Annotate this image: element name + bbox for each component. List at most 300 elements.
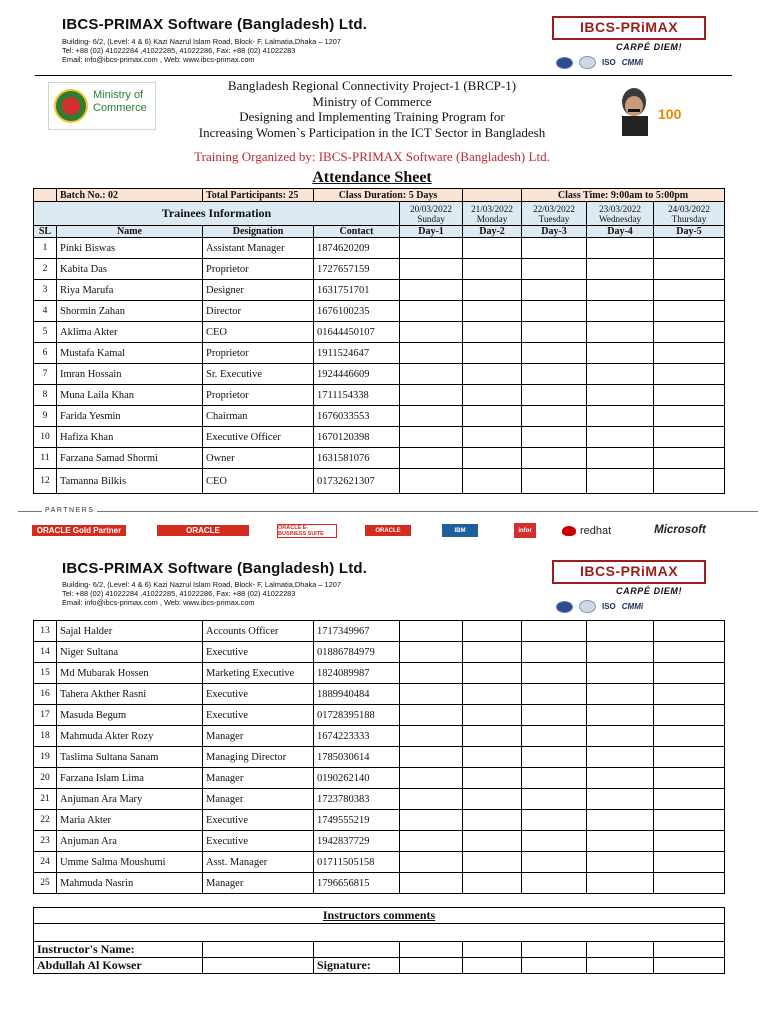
name-header: Name bbox=[57, 226, 203, 238]
attendance-day-4-cell[interactable] bbox=[587, 663, 654, 684]
contact-cell: 1796656815 bbox=[314, 873, 400, 894]
attendance-day-5-cell[interactable] bbox=[654, 831, 725, 852]
contact-cell: 1785030614 bbox=[314, 747, 400, 768]
attendance-day-5-cell[interactable] bbox=[654, 448, 725, 469]
attendance-day-5-cell[interactable] bbox=[654, 469, 725, 494]
attendance-day-1-cell[interactable] bbox=[400, 831, 463, 852]
designation-cell: Director bbox=[203, 301, 314, 322]
attendance-day-1-cell[interactable] bbox=[400, 705, 463, 726]
attendance-day-1-cell[interactable] bbox=[400, 259, 463, 280]
table-row bbox=[34, 259, 725, 280]
attendance-day-2-cell[interactable] bbox=[463, 448, 522, 469]
program-title-1: Designing and Implementing Training Program for bbox=[239, 109, 505, 124]
sl-cell: 21 bbox=[34, 789, 57, 810]
attendance-day-5-cell[interactable] bbox=[654, 747, 725, 768]
attendance-day-5-cell[interactable] bbox=[654, 343, 725, 364]
contact-cell: 01728395188 bbox=[314, 705, 400, 726]
attendance-day-5-cell[interactable] bbox=[654, 705, 725, 726]
day-2-date: 21/03/2022 Monday bbox=[463, 202, 522, 226]
table-row bbox=[34, 469, 725, 494]
attendance-day-3-cell[interactable] bbox=[522, 280, 587, 301]
attendance-day-4-cell[interactable] bbox=[587, 301, 654, 322]
certification-logos bbox=[556, 56, 643, 69]
iso-logo: ISO bbox=[602, 58, 616, 67]
table-row bbox=[34, 642, 725, 663]
table-row bbox=[34, 238, 725, 259]
table-row bbox=[34, 873, 725, 894]
ministry-logo bbox=[48, 82, 156, 130]
brand-logo: IBCS-PRiMAX bbox=[552, 16, 706, 40]
attendance-day-5-cell[interactable] bbox=[654, 810, 725, 831]
designation-cell: Executive bbox=[203, 705, 314, 726]
attendance-day-4-cell[interactable] bbox=[587, 642, 654, 663]
attendance-table-page2 bbox=[33, 620, 725, 894]
sl-cell: 13 bbox=[34, 621, 57, 642]
attendance-day-3-cell[interactable] bbox=[522, 301, 587, 322]
day-3-date: 22/03/2022 Tuesday bbox=[522, 202, 587, 226]
sl-cell: 3 bbox=[34, 280, 57, 301]
attendance-day-4-cell[interactable] bbox=[587, 427, 654, 448]
attendance-day-2-cell[interactable] bbox=[463, 301, 522, 322]
attendance-day-5-cell[interactable] bbox=[654, 280, 725, 301]
attendance-day-1-cell[interactable] bbox=[400, 726, 463, 747]
attendance-day-3-cell[interactable] bbox=[522, 747, 587, 768]
sl-cell: 15 bbox=[34, 663, 57, 684]
attendance-day-5-cell[interactable] bbox=[654, 406, 725, 427]
attendance-day-4-cell[interactable] bbox=[587, 322, 654, 343]
attendance-day-5-cell[interactable] bbox=[654, 621, 725, 642]
contact-cell: 1631751701 bbox=[314, 280, 400, 301]
sl-cell: 18 bbox=[34, 726, 57, 747]
attendance-day-2-cell[interactable] bbox=[463, 831, 522, 852]
designation-cell: Manager bbox=[203, 789, 314, 810]
contact-cell: 0190262140 bbox=[314, 768, 400, 789]
table-row bbox=[34, 322, 725, 343]
designation-cell: Executive bbox=[203, 831, 314, 852]
attendance-day-4-cell[interactable] bbox=[587, 705, 654, 726]
cert-seal-icon bbox=[579, 600, 596, 613]
name-cell: Anjuman Ara Mary bbox=[57, 789, 203, 810]
company-name: IBCS-PRIMAX Software (Bangladesh) Ltd. bbox=[62, 16, 368, 33]
table-row bbox=[34, 789, 725, 810]
total-participants: Total Participants: 25 bbox=[203, 189, 314, 202]
attendance-day-1-cell[interactable] bbox=[400, 427, 463, 448]
attendance-day-1-cell[interactable] bbox=[400, 322, 463, 343]
contact-cell: 1676100235 bbox=[314, 301, 400, 322]
attendance-day-1-cell[interactable] bbox=[400, 873, 463, 894]
table-row bbox=[34, 747, 725, 768]
day-4-date: 23/03/2022 Wednesday bbox=[587, 202, 654, 226]
designation-cell: Asst. Manager bbox=[203, 852, 314, 873]
contact-cell: 1749555219 bbox=[314, 810, 400, 831]
attendance-day-5-cell[interactable] bbox=[654, 726, 725, 747]
contact-cell: 1889940484 bbox=[314, 684, 400, 705]
name-cell: Maria Akter bbox=[57, 810, 203, 831]
contact-cell: 1723780383 bbox=[314, 789, 400, 810]
ministry-logo-line2: Commerce bbox=[93, 102, 147, 114]
attendance-day-4-cell[interactable] bbox=[587, 831, 654, 852]
name-cell: Mahmuda Nasrin bbox=[57, 873, 203, 894]
name-cell: Sajal Halder bbox=[57, 621, 203, 642]
name-cell: Muna Laila Khan bbox=[57, 385, 203, 406]
certification-logos-2 bbox=[556, 600, 643, 613]
attendance-day-3-cell[interactable] bbox=[522, 322, 587, 343]
address-line-3: Email: info@ibcs-primax.com , Web: www.ibcs-primax.com bbox=[62, 598, 255, 607]
name-cell: Md Mubarak Hossen bbox=[57, 663, 203, 684]
contact-cell: 1824089987 bbox=[314, 663, 400, 684]
contact-cell: 1631581076 bbox=[314, 448, 400, 469]
attendance-day-3-cell[interactable] bbox=[522, 406, 587, 427]
class-duration: Class Duration: 5 Days bbox=[314, 189, 463, 202]
attendance-day-4-cell[interactable] bbox=[587, 343, 654, 364]
class-time: Class Time: 9:00am to 5:00pm bbox=[522, 189, 725, 202]
day-1-header: Day-1 bbox=[400, 226, 463, 238]
trainee-rows-page2 bbox=[34, 621, 725, 894]
portrait-icon bbox=[612, 82, 662, 136]
partners-divider bbox=[18, 511, 758, 512]
name-cell: Umme Salma Moushumi bbox=[57, 852, 203, 873]
designation-cell: Executive Officer bbox=[203, 427, 314, 448]
instructor-table bbox=[33, 907, 725, 974]
table-row bbox=[34, 427, 725, 448]
attendance-day-5-cell[interactable] bbox=[654, 642, 725, 663]
sl-cell: 17 bbox=[34, 705, 57, 726]
attendance-day-5-cell[interactable] bbox=[654, 768, 725, 789]
attendance-day-2-cell[interactable] bbox=[463, 621, 522, 642]
attendance-day-1-cell[interactable] bbox=[400, 385, 463, 406]
attendance-day-1-cell[interactable] bbox=[400, 852, 463, 873]
attendance-day-2-cell[interactable] bbox=[463, 322, 522, 343]
cert-seal-icon bbox=[556, 57, 573, 69]
designation-cell: Designer bbox=[203, 280, 314, 301]
instructor-name-label: Instructor's Name: bbox=[34, 942, 203, 958]
attendance-day-2-cell[interactable] bbox=[463, 768, 522, 789]
table-row bbox=[34, 364, 725, 385]
sl-cell: 1 bbox=[34, 238, 57, 259]
attendance-day-3-cell[interactable] bbox=[522, 448, 587, 469]
attendance-day-3-cell[interactable] bbox=[522, 621, 587, 642]
attendance-day-5-cell[interactable] bbox=[654, 663, 725, 684]
attendance-day-4-cell[interactable] bbox=[587, 852, 654, 873]
attendance-day-3-cell[interactable] bbox=[522, 789, 587, 810]
name-cell: Imran Hossain bbox=[57, 364, 203, 385]
attendance-sheet-title: Attendance Sheet bbox=[312, 169, 432, 186]
attendance-day-4-cell[interactable] bbox=[587, 238, 654, 259]
batch-number: Batch No.: 02 bbox=[57, 189, 203, 202]
table-row bbox=[34, 621, 725, 642]
attendance-day-5-cell[interactable] bbox=[654, 301, 725, 322]
table-row bbox=[34, 663, 725, 684]
project-header bbox=[160, 78, 584, 140]
attendance-day-1-cell[interactable] bbox=[400, 280, 463, 301]
designation-cell: Assistant Manager bbox=[203, 238, 314, 259]
designation-cell: CEO bbox=[203, 322, 314, 343]
attendance-day-1-cell[interactable] bbox=[400, 768, 463, 789]
day-3-header: Day-3 bbox=[522, 226, 587, 238]
contact-cell: 1727657159 bbox=[314, 259, 400, 280]
attendance-day-1-cell[interactable] bbox=[400, 301, 463, 322]
contact-cell: 01732621307 bbox=[314, 469, 400, 494]
attendance-day-4-cell[interactable] bbox=[587, 873, 654, 894]
oracle-ebs-logo: ORACLE E-BUSINESS SUITE bbox=[277, 524, 337, 538]
address-line-1: Building- 6/2, (Level: 4 & 6) Kazi Nazrul Islam Road, Block- F, Lalmatia,Dhaka – 1207 bbox=[62, 37, 341, 46]
address-line-2: Tel: +88 (02) 41022284 ,41022285, 41022286, Fax: +88 (02) 41022283 bbox=[62, 46, 296, 55]
address-line-1: Building- 6/2, (Level: 4 & 6) Kazi Nazrul Islam Road, Block- F, Lalmatia,Dhaka – 1207 bbox=[62, 580, 341, 589]
attendance-day-2-cell[interactable] bbox=[463, 280, 522, 301]
attendance-day-5-cell[interactable] bbox=[654, 322, 725, 343]
attendance-day-3-cell[interactable] bbox=[522, 831, 587, 852]
attendance-day-3-cell[interactable] bbox=[522, 427, 587, 448]
table-row bbox=[34, 726, 725, 747]
sl-cell: 2 bbox=[34, 259, 57, 280]
attendance-day-4-cell[interactable] bbox=[587, 280, 654, 301]
sl-cell: 19 bbox=[34, 747, 57, 768]
attendance-day-2-cell[interactable] bbox=[463, 684, 522, 705]
name-cell: Farzana Islam Lima bbox=[57, 768, 203, 789]
sl-cell: 6 bbox=[34, 343, 57, 364]
attendance-day-4-cell[interactable] bbox=[587, 406, 654, 427]
day-5-header: Day-5 bbox=[654, 226, 725, 238]
name-cell: Tahera Akther Rasni bbox=[57, 684, 203, 705]
trainee-rows-page1 bbox=[34, 238, 725, 494]
contact-cell: 1874620209 bbox=[314, 238, 400, 259]
attendance-day-1-cell[interactable] bbox=[400, 469, 463, 494]
mujib-100-text: 100 bbox=[658, 106, 682, 122]
name-cell: Shormin Zahan bbox=[57, 301, 203, 322]
attendance-day-1-cell[interactable] bbox=[400, 343, 463, 364]
attendance-day-3-cell[interactable] bbox=[522, 259, 587, 280]
designation-cell: Executive bbox=[203, 810, 314, 831]
attendance-day-4-cell[interactable] bbox=[587, 684, 654, 705]
ibm-partner-logo: IBM bbox=[442, 524, 478, 537]
sl-cell: 12 bbox=[34, 469, 57, 494]
attendance-day-4-cell[interactable] bbox=[587, 448, 654, 469]
name-cell: Tamanna Bilkis bbox=[57, 469, 203, 494]
ministry-logo-line1: Ministry of bbox=[93, 89, 144, 101]
attendance-day-1-cell[interactable] bbox=[400, 663, 463, 684]
attendance-day-4-cell[interactable] bbox=[587, 621, 654, 642]
attendance-day-3-cell[interactable] bbox=[522, 642, 587, 663]
attendance-day-4-cell[interactable] bbox=[587, 747, 654, 768]
designation-cell: Executive bbox=[203, 642, 314, 663]
attendance-day-3-cell[interactable] bbox=[522, 469, 587, 494]
name-cell: Pinki Biswas bbox=[57, 238, 203, 259]
day-2-header: Day-2 bbox=[463, 226, 522, 238]
designation-cell: Proprietor bbox=[203, 259, 314, 280]
designation-cell: Sr. Executive bbox=[203, 364, 314, 385]
attendance-day-4-cell[interactable] bbox=[587, 259, 654, 280]
name-cell: Niger Sultana bbox=[57, 642, 203, 663]
infor-logo: infor bbox=[514, 523, 536, 538]
attendance-day-3-cell[interactable] bbox=[522, 364, 587, 385]
attendance-day-1-cell[interactable] bbox=[400, 621, 463, 642]
attendance-day-5-cell[interactable] bbox=[654, 238, 725, 259]
attendance-day-4-cell[interactable] bbox=[587, 364, 654, 385]
table-row bbox=[34, 343, 725, 364]
attendance-day-1-cell[interactable] bbox=[400, 406, 463, 427]
designation-cell: CEO bbox=[203, 469, 314, 494]
attendance-day-2-cell[interactable] bbox=[463, 789, 522, 810]
attendance-day-5-cell[interactable] bbox=[654, 873, 725, 894]
attendance-day-2-cell[interactable] bbox=[463, 642, 522, 663]
redhat-text: redhat bbox=[580, 525, 612, 537]
attendance-day-2-cell[interactable] bbox=[463, 726, 522, 747]
cert-seal-icon bbox=[556, 601, 573, 613]
attendance-day-5-cell[interactable] bbox=[654, 427, 725, 448]
attendance-day-1-cell[interactable] bbox=[400, 448, 463, 469]
table-row bbox=[34, 301, 725, 322]
table-row bbox=[34, 831, 725, 852]
cmmi-logo: CMMi bbox=[621, 602, 644, 611]
attendance-day-2-cell[interactable] bbox=[463, 663, 522, 684]
brand-logo-2: IBCS-PRiMAX bbox=[552, 560, 706, 584]
sl-cell: 11 bbox=[34, 448, 57, 469]
attendance-day-1-cell[interactable] bbox=[400, 810, 463, 831]
sl-cell: 25 bbox=[34, 873, 57, 894]
designation-cell: Executive bbox=[203, 684, 314, 705]
project-title: Bangladesh Regional Connectivity Project-1 (BRCP-1) bbox=[227, 78, 517, 93]
attendance-day-5-cell[interactable] bbox=[654, 385, 725, 406]
contact-cell: 1711154338 bbox=[314, 385, 400, 406]
name-cell: Farzana Samad Shormi bbox=[57, 448, 203, 469]
bangladesh-emblem-icon bbox=[53, 87, 89, 125]
attendance-day-4-cell[interactable] bbox=[587, 469, 654, 494]
designation-cell: Owner bbox=[203, 448, 314, 469]
attendance-day-2-cell[interactable] bbox=[463, 427, 522, 448]
company-name-2: IBCS-PRIMAX Software (Bangladesh) Ltd. bbox=[62, 560, 368, 577]
attendance-day-2-cell[interactable] bbox=[463, 385, 522, 406]
designation-header: Designation bbox=[203, 226, 314, 238]
attendance-day-5-cell[interactable] bbox=[654, 789, 725, 810]
contact-cell: 1676033553 bbox=[314, 406, 400, 427]
contact-cell: 01711505158 bbox=[314, 852, 400, 873]
attendance-day-1-cell[interactable] bbox=[400, 364, 463, 385]
table-row bbox=[34, 852, 725, 873]
designation-cell: Accounts Officer bbox=[203, 621, 314, 642]
oracle-gold-partner-logo: ORACLE Gold Partner bbox=[32, 525, 126, 536]
contact-cell: 1911524647 bbox=[314, 343, 400, 364]
address-line-3: Email: info@ibcs-primax.com , Web: www.ibcs-primax.com bbox=[62, 55, 255, 64]
attendance-day-1-cell[interactable] bbox=[400, 642, 463, 663]
iso-logo: ISO bbox=[602, 602, 616, 611]
attendance-day-2-cell[interactable] bbox=[463, 343, 522, 364]
attendance-day-2-cell[interactable] bbox=[463, 364, 522, 385]
name-cell: Masuda Begum bbox=[57, 705, 203, 726]
oracle-logo-2: ORACLE bbox=[365, 525, 411, 536]
address-line-2: Tel: +88 (02) 41022284 ,41022285, 41022286, Fax: +88 (02) 41022283 bbox=[62, 589, 296, 598]
attendance-day-3-cell[interactable] bbox=[522, 238, 587, 259]
attendance-day-2-cell[interactable] bbox=[463, 705, 522, 726]
attendance-day-5-cell[interactable] bbox=[654, 364, 725, 385]
batch-info-row bbox=[34, 189, 725, 202]
brand-motto-2: CARPÉ DIEM! bbox=[616, 586, 683, 596]
attendance-day-2-cell[interactable] bbox=[463, 406, 522, 427]
company-address bbox=[62, 37, 341, 64]
attendance-day-3-cell[interactable] bbox=[522, 684, 587, 705]
name-cell: Hafiza Khan bbox=[57, 427, 203, 448]
attendance-day-5-cell[interactable] bbox=[654, 852, 725, 873]
table-row bbox=[34, 448, 725, 469]
attendance-day-1-cell[interactable] bbox=[400, 747, 463, 768]
instructor-comments-title: Instructors comments bbox=[34, 908, 725, 924]
microsoft-logo: Microsoft bbox=[654, 524, 706, 536]
attendance-day-3-cell[interactable] bbox=[522, 385, 587, 406]
attendance-day-2-cell[interactable] bbox=[463, 238, 522, 259]
sl-cell: 7 bbox=[34, 364, 57, 385]
attendance-day-3-cell[interactable] bbox=[522, 768, 587, 789]
attendance-day-3-cell[interactable] bbox=[522, 852, 587, 873]
contact-cell: 1924446609 bbox=[314, 364, 400, 385]
attendance-day-4-cell[interactable] bbox=[587, 810, 654, 831]
name-cell: Taslima Sultana Sanam bbox=[57, 747, 203, 768]
redhat-logo bbox=[562, 524, 626, 538]
attendance-day-4-cell[interactable] bbox=[587, 726, 654, 747]
attendance-day-1-cell[interactable] bbox=[400, 238, 463, 259]
designation-cell: Manager bbox=[203, 768, 314, 789]
table-row bbox=[34, 406, 725, 427]
table-row bbox=[34, 768, 725, 789]
table-row bbox=[34, 684, 725, 705]
attendance-day-3-cell[interactable] bbox=[522, 663, 587, 684]
training-organizer: Training Organized by: IBCS-PRIMAX Software (Bangladesh) Ltd. bbox=[194, 149, 550, 164]
name-cell: Aklima Akter bbox=[57, 322, 203, 343]
attendance-day-3-cell[interactable] bbox=[522, 726, 587, 747]
name-cell: Farida Yesmin bbox=[57, 406, 203, 427]
contact-cell: 1674223333 bbox=[314, 726, 400, 747]
attendance-day-1-cell[interactable] bbox=[400, 684, 463, 705]
sl-cell: 5 bbox=[34, 322, 57, 343]
attendance-day-2-cell[interactable] bbox=[463, 810, 522, 831]
contact-cell: 01886784979 bbox=[314, 642, 400, 663]
attendance-day-3-cell[interactable] bbox=[522, 343, 587, 364]
attendance-day-1-cell[interactable] bbox=[400, 789, 463, 810]
designation-cell: Manager bbox=[203, 873, 314, 894]
sl-cell: 20 bbox=[34, 768, 57, 789]
company-address-2 bbox=[62, 580, 341, 607]
attendance-day-5-cell[interactable] bbox=[654, 684, 725, 705]
mujib-100-logo bbox=[612, 82, 700, 136]
attendance-day-2-cell[interactable] bbox=[463, 469, 522, 494]
header-divider bbox=[35, 75, 732, 76]
sl-cell: 14 bbox=[34, 642, 57, 663]
attendance-day-3-cell[interactable] bbox=[522, 873, 587, 894]
attendance-day-4-cell[interactable] bbox=[587, 385, 654, 406]
signature-label: Signature: bbox=[314, 958, 400, 974]
attendance-day-2-cell[interactable] bbox=[463, 873, 522, 894]
attendance-day-2-cell[interactable] bbox=[463, 747, 522, 768]
contact-cell: 1670120398 bbox=[314, 427, 400, 448]
name-cell: Mahmuda Akter Rozy bbox=[57, 726, 203, 747]
ministry-name: Ministry of Commerce bbox=[312, 93, 432, 109]
name-cell: Kabita Das bbox=[57, 259, 203, 280]
attendance-day-3-cell[interactable] bbox=[522, 705, 587, 726]
attendance-day-4-cell[interactable] bbox=[587, 789, 654, 810]
cert-seal-icon bbox=[579, 56, 596, 69]
sl-cell: 22 bbox=[34, 810, 57, 831]
dates-row bbox=[34, 202, 725, 226]
attendance-day-2-cell[interactable] bbox=[463, 852, 522, 873]
day-4-header: Day-4 bbox=[587, 226, 654, 238]
attendance-day-4-cell[interactable] bbox=[587, 768, 654, 789]
table-row bbox=[34, 810, 725, 831]
instructor-comments-box[interactable] bbox=[34, 924, 725, 942]
attendance-day-2-cell[interactable] bbox=[463, 259, 522, 280]
designation-cell: Proprietor bbox=[203, 385, 314, 406]
table-row bbox=[34, 280, 725, 301]
name-cell: Mustafa Kamal bbox=[57, 343, 203, 364]
attendance-day-5-cell[interactable] bbox=[654, 259, 725, 280]
attendance-day-3-cell[interactable] bbox=[522, 810, 587, 831]
